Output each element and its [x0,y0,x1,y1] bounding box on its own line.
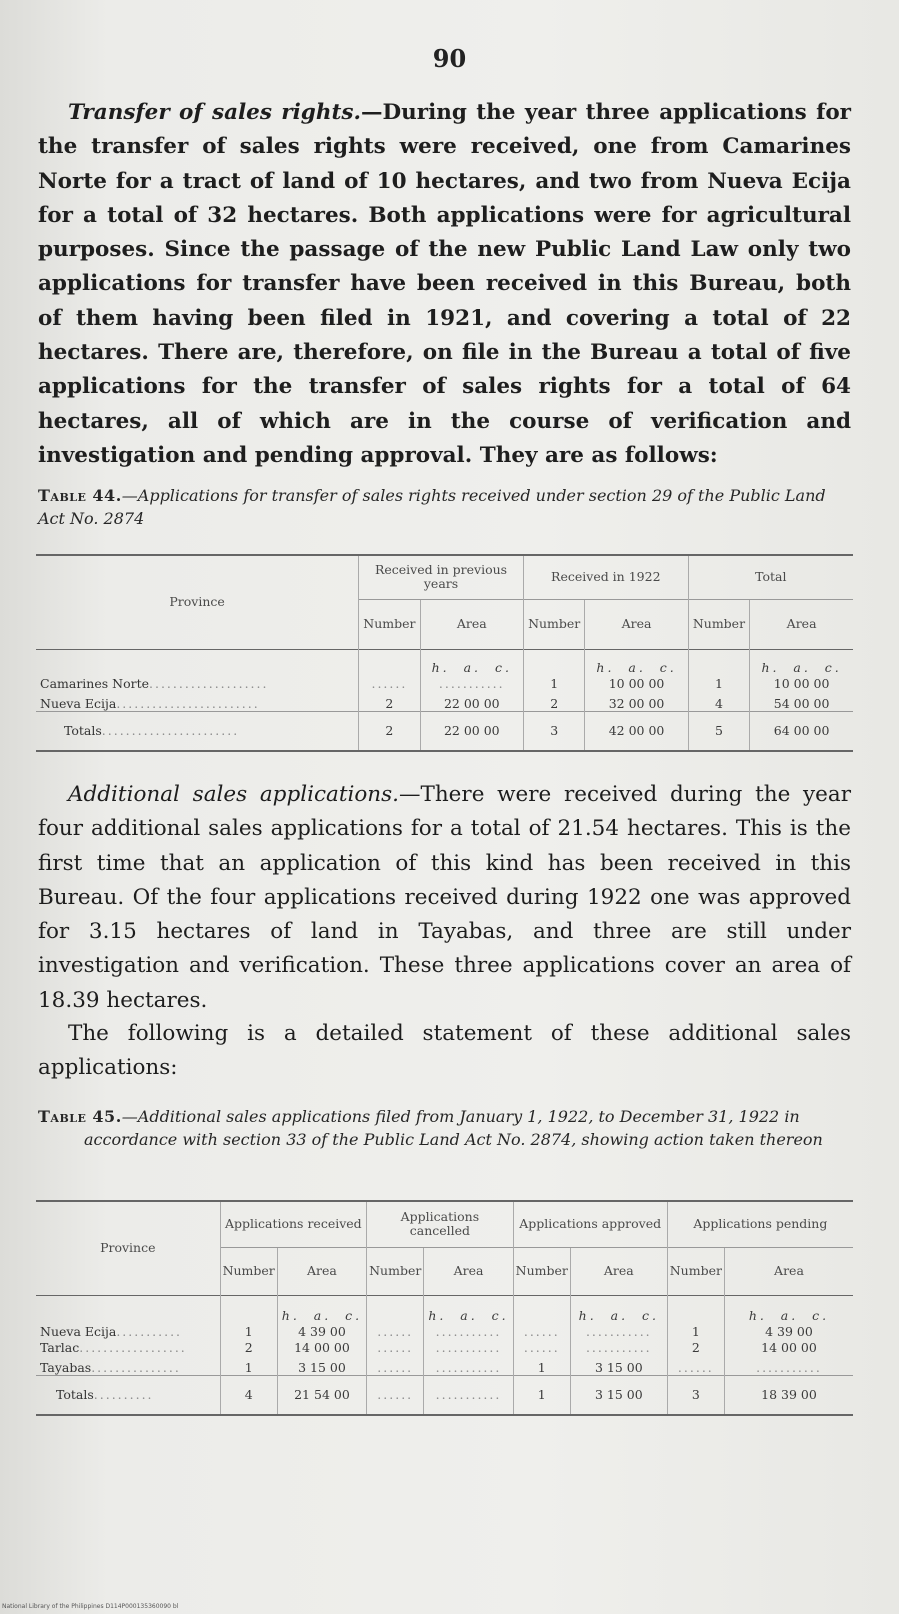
province-cell: Tarlac.................. [40,1340,187,1355]
cell-pending-area: 18 39 00 [724,1375,853,1415]
header-area: Area [420,599,523,649]
header-number: Number [367,1247,424,1295]
cell-approved-number: 1 [513,1375,570,1415]
header-number: Number [359,599,421,649]
cell-total-number: 5 [688,711,750,751]
cell-cancelled-number [367,1355,424,1375]
cell-prev-area [420,675,523,691]
scan-footer: National Library of the Philippines D114P000135360090 bl [2,1603,179,1610]
header-total: Total [688,555,853,599]
dotted-leader: ........... [585,1324,652,1339]
dotted-leader: ...... [377,1387,414,1403]
cell-total-area: 64 00 00 [750,711,853,751]
units-label: h. a. c. [428,1308,509,1323]
cell-total-number: 1 [688,675,750,691]
cell-approved-number [513,1339,570,1355]
dotted-leader: ........... [438,676,505,691]
cell-prev-area: 22 00 00 [420,711,523,751]
paragraph-lead: Additional sales applications. [68,782,399,807]
dotted-leader: ........... [435,1340,502,1355]
dotted-leader: ...... [523,1340,560,1355]
cell-pending-number: 1 [667,1323,724,1339]
table-row [36,1339,853,1355]
page-number: 90 [432,44,467,73]
dotted-leader: ........... [435,1359,502,1375]
cell-cancelled-area [424,1355,513,1375]
units-label: h. a. c. [431,660,512,675]
cell-received-number: 1 [220,1355,277,1375]
cell-1922-area: 32 00 00 [585,691,688,711]
totals-label-cell: Totals....................... [36,711,359,751]
totals-row [36,1375,853,1415]
cell-approved-number [513,1323,570,1339]
cell-received-area: 4 39 00 [277,1323,366,1339]
table-label: Table 44. [38,486,122,505]
table-44-caption [38,484,851,530]
table-row [36,1355,853,1375]
units-label: h. a. c. [596,660,677,675]
cell-received-number: 2 [220,1339,277,1355]
cell-pending-number: 2 [667,1339,724,1355]
units-label: h. a. c. [761,660,842,675]
cell-cancelled-area [424,1375,513,1415]
dotted-leader: ...... [377,1340,414,1355]
dotted-leader: ...... [371,676,408,691]
table-45 [36,1200,853,1416]
dotted-leader: ........... [756,1359,822,1375]
cell-cancelled-area [424,1339,513,1355]
cell-pending-number [667,1355,724,1375]
table-row [36,691,853,711]
cell-cancelled-area [424,1323,513,1339]
paragraph-transfer-of-sales-rights [38,96,851,473]
cell-received-area: 14 00 00 [277,1339,366,1355]
cell-received-number: 1 [220,1323,277,1339]
header-applications-received: Applications received [220,1201,367,1247]
cell-total-number: 4 [688,691,750,711]
totals-label-cell: Totals.......... [36,1375,220,1415]
cell-1922-number: 1 [523,675,585,691]
cell-1922-number: 2 [523,691,585,711]
cell-cancelled-number [367,1323,424,1339]
dotted-leader: ...... [523,1324,560,1339]
table-title: —Applications for transfer of sales rights received under section 29 of the Public Land Act No. 2874 [38,486,826,528]
header-number: Number [667,1247,724,1295]
header-area: Area [724,1247,853,1295]
cell-approved-area [570,1339,667,1355]
province-cell: Camarines Norte.................... [40,676,269,691]
province-cell: Nueva Ecija........... [40,1324,183,1339]
cell-total-area: 10 00 00 [750,675,853,691]
header-applications-pending: Applications pending [667,1201,853,1247]
header-area: Area [570,1247,667,1295]
table-45-caption [38,1105,851,1151]
header-province: Province [36,555,359,649]
cell-pending-area: 4 39 00 [724,1323,853,1339]
cell-received-number: 4 [220,1375,277,1415]
dotted-leader: ........... [585,1340,652,1355]
header-received-1922: Received in 1922 [523,555,688,599]
table-44 [36,554,853,752]
header-area: Area [424,1247,513,1295]
header-applications-approved: Applications approved [513,1201,667,1247]
dotted-leader: ...... [377,1359,414,1375]
header-received-previous: Received in previous years [359,555,524,599]
table-row [36,675,853,691]
cell-prev-number [359,675,421,691]
cell-approved-number: 1 [513,1355,570,1375]
cell-cancelled-number [367,1375,424,1415]
paragraph-lead: Transfer of sales rights. [68,100,361,125]
header-area: Area [750,599,853,649]
header-area: Area [277,1247,366,1295]
header-number: Number [220,1247,277,1295]
cell-pending-number: 3 [667,1375,724,1415]
cell-prev-area: 22 00 00 [420,691,523,711]
header-number: Number [688,599,750,649]
cell-1922-area: 42 00 00 [585,711,688,751]
table-title: —Additional sales applications filed from January 1, 1922, to December 31, 1922 in accordance with section 33 of the Public Land Act No. 2874, showing action taken thereon [84,1107,823,1149]
header-number: Number [513,1247,570,1295]
header-area: Area [585,599,688,649]
dotted-leader: ...... [377,1324,414,1339]
province-cell: Tayabas............... [40,1359,181,1375]
header-applications-cancelled: Applications cancelled [367,1201,514,1247]
cell-total-area: 54 00 00 [750,691,853,711]
cell-1922-number: 3 [523,711,585,751]
cell-cancelled-number [367,1339,424,1355]
cell-received-area: 21 54 00 [277,1375,366,1415]
paragraph-text: The following is a detailed statement of these additional sales applications: [38,1021,851,1081]
cell-prev-number: 2 [359,691,421,711]
cell-1922-area: 10 00 00 [585,675,688,691]
units-label: h. a. c. [578,1308,659,1323]
cell-approved-area: 3 15 00 [570,1355,667,1375]
cell-approved-area [570,1323,667,1339]
paragraph-text: —During the year three applications for the transfer of sales rights were received, one from Camarines Norte for a tract of land of 10 hectares, and two from Nueva Ecija for a total of 32 hectares. Both applications were for agricultural purposes. Since the passage of the new Public Land Law only two applications for transfer have been received in this Bureau, both of them having been filed in 1921, and covering a total of 22 hectares. There are, therefore, on file in the Bureau a total of five applications for the transfer of sales rights for a total of 64 hectares, all of which are in the course of verification and investigation and pending approval. They are as follows: [38,100,851,468]
paragraph-text: —There were received during the year four additional sales applications for a total of 21.54 hectares. This is the first time that an application of this kind has been received in this Bureau. Of the four applications received during 1922 one was approved for 3.15 hectares of land in Tayabas, and three are still under investigation and verification. These three applications cover an area of 18.39 hectares. [38,782,851,1013]
table-row [36,1323,853,1339]
cell-received-area: 3 15 00 [277,1355,366,1375]
cell-approved-area: 3 15 00 [570,1375,667,1415]
units-label: h. a. c. [281,1308,363,1323]
dotted-leader: ........... [435,1387,502,1403]
totals-row [36,711,853,751]
paragraph-additional-sales-applications [38,778,851,1018]
dotted-leader: ...... [677,1359,714,1375]
province-cell: Nueva Ecija........................ [40,695,260,711]
cell-pending-area: 14 00 00 [724,1339,853,1355]
header-province: Province [36,1201,220,1295]
cell-prev-number: 2 [359,711,421,751]
paragraph-detailed-statement [38,1017,851,1086]
units-label: h. a. c. [748,1308,830,1323]
header-number: Number [523,599,585,649]
cell-pending-area [724,1355,853,1375]
table-label: Table 45. [38,1107,122,1126]
dotted-leader: ........... [435,1324,502,1339]
